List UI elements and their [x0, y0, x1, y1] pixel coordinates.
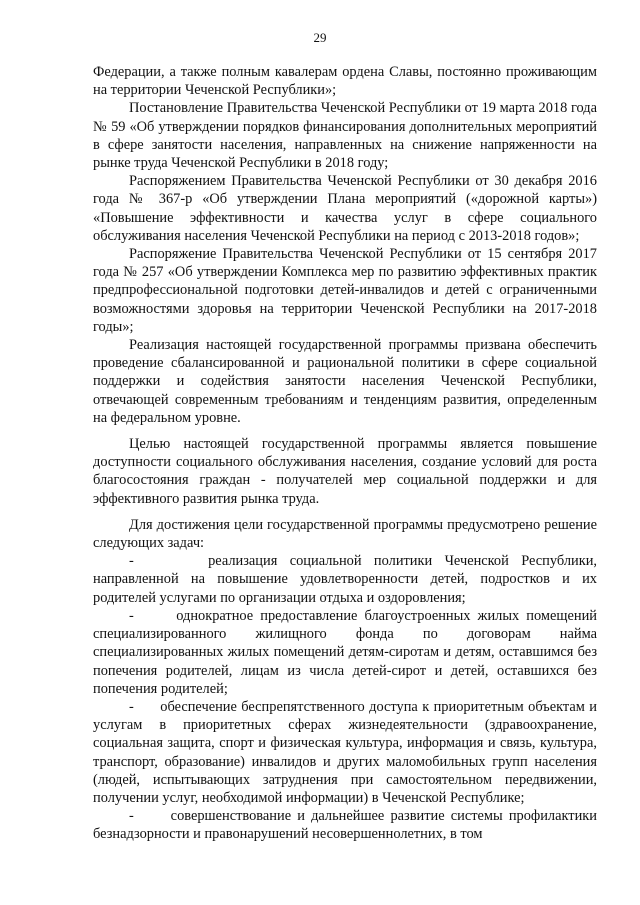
- task-list-item: - однократное предоставление благоустроенных жилых помещений специализированного жилищного фонда по договорам найма специализированных жилых помещений детям-сиротам и детям, оставшимся без попечения родителей, лицам из числа детей-сирот и детей, оставшихся без попечения родителей;: [93, 607, 597, 697]
- document-body: [93, 63, 597, 844]
- paragraph-order-2016: Распоряжением Правительства Чеченской Республики от 30 декабря 2016 года № 367-р «Об утверждении Плана мероприятий («дорожной карты») «Повышение эффективности и качества услуг в сфере социального обслуживания населения Чеченской Республики на период с 2013-2018 годов»;: [93, 173, 597, 244]
- paragraph-continuation: Федерации, а также полным кавалерам ордена Славы, постоянно проживающим на территории Чеченской Республики»;: [93, 64, 597, 99]
- task-list-item: - обеспечение беспрепятственного доступа к приоритетным объектам и услугам в приоритетных сферах жизнедеятельности (здравоохранение, социальная защита, спорт и физическая культура, информация и связь, культура, транспорт, образование) инвалидов и других маломобильных групп населения (людей, испытывающих затруднения при самостоятельном передвижении, получении услуг, необходимой информации) в Чеченской Республике;: [93, 698, 597, 806]
- page-number: 29: [313, 30, 327, 45]
- paragraph-goal: Целью настоящей государственной программы является повышение доступности социального обслуживания населения, создание условий для роста благосостояния граждан - получателей мер социальной поддержки и для эффективного развития рынка труда.: [93, 436, 597, 507]
- paragraph-order-2017: Распоряжение Правительства Чеченской Республики от 15 сентября 2017 года № 257 «Об утверждении Комплекса мер по развитию эффективных практик предпрофессиональной подготовки детей-инвалидов и детей с ограниченными возможностями здоровья на территории Чеченской Республики на 2017-2018 годы»;: [93, 246, 597, 335]
- task-list-item: - совершенствование и дальнейшее развитие системы профилактики безнадзорности и правонарушений несовершеннолетних, в том: [93, 808, 597, 843]
- paragraph-implementation: Реализация настоящей государственной программы призвана обеспечить проведение сбалансированной и рациональной политики в сфере социальной поддержки и содействия занятости населения Чеченской Республики, отвечающей современным требованиям и тенденциям развития, определенным на федеральном уровне.: [93, 337, 597, 426]
- paragraph-decree-2018: Постановление Правительства Чеченской Республики от 19 марта 2018 года № 59 «Об утверждении порядков финансирования дополнительных мероприятий в сфере занятости населения, направленных на снижение напряженности на рынке труда Чеченской Республики в 2018 году;: [93, 100, 597, 172]
- task-list-item: - реализация социальной политики Чеченской Республики, направленной на повышение удовлетворенности детей, подростков и их родителей услугами по организации отдыха и оздоровления;: [93, 553, 597, 606]
- paragraph-tasks-intro: Для достижения цели государственной программы предусмотрено решение следующих задач:: [93, 516, 597, 552]
